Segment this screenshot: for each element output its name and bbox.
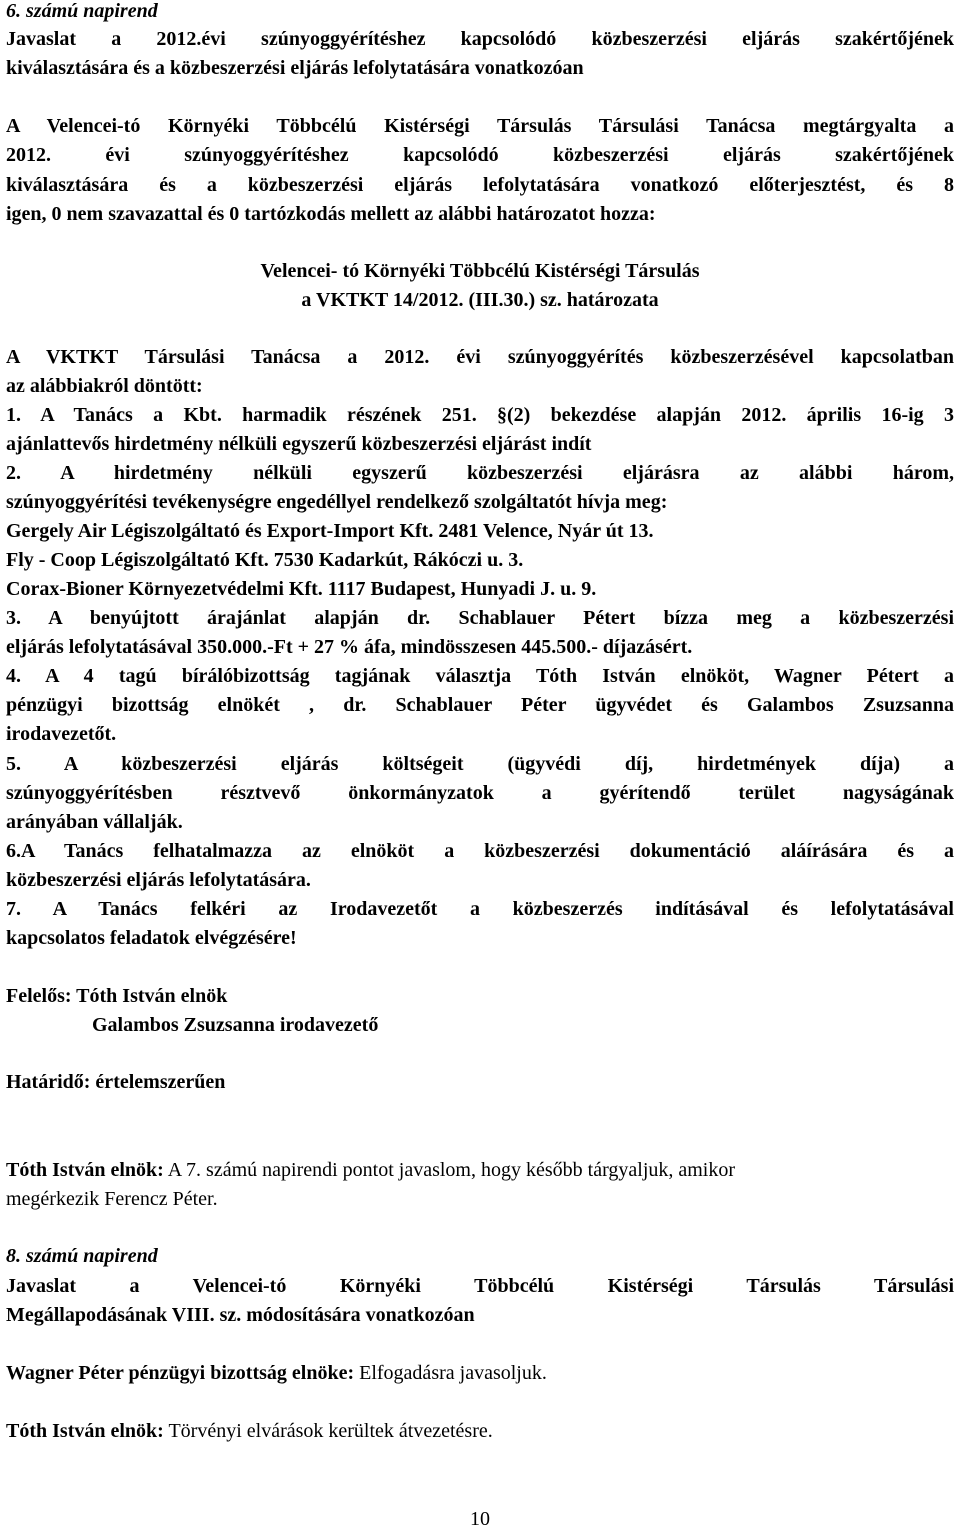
resolution-identifier: a VKTKT 14/2012. (III.30.) sz. határozata	[301, 289, 659, 311]
agenda-item-6-title-line1: Javaslat a 2012.évi szúnyoggyérítéshez kapcsolódó közbeszerzési eljárás szakértőjének	[6, 28, 954, 50]
point-1-line1: 1. A Tanács a Kbt. harmadik részének 251. §(2) bekezdése alapján 2012. április 16-ig 3	[6, 404, 954, 426]
chair-remark-line2: megérkezik Ferencz Péter.	[6, 1188, 218, 1210]
point-2-line2: szúnyoggyérítési tevékenységre engedéllyel rendelkező szolgáltatót hívja meg:	[6, 491, 668, 513]
deadline: Határidő: értelemszerűen	[6, 1071, 226, 1093]
point-4-line1: 4. A 4 tagú bírálóbizottság tagjának választja Tóth István elnököt, Wagner Pétert a	[6, 665, 954, 687]
responsible-line2: Galambos Zsuzsanna irodavezető	[92, 1014, 379, 1036]
resolution-organization: Velencei- tó Környéki Többcélú Kistérségi Társulás	[260, 260, 700, 282]
page-number: 10	[470, 1508, 490, 1530]
provider-3: Corax-Bioner Környezetvédelmi Kft. 1117 Budapest, Hunyadi J. u. 9.	[6, 578, 597, 600]
chair-remark-line1	[6, 1157, 735, 1183]
agenda-item-6-title-line2: kiválasztására és a közbeszerzési eljárás lefolytatására vonatkozóan	[6, 57, 584, 79]
point-7-line1: 7. A Tanács felkéri az Irodavezetőt a közbeszerzés indításával és lefolytatásával	[6, 898, 954, 920]
chair-remark-text: A 7. számú napirendi pontot javaslom, hogy később tárgyaljuk, amikor	[163, 1159, 736, 1181]
point-2-line1: 2. A hirdetmény nélküli egyszerű közbeszerzési eljárásra az alábbi három,	[6, 462, 954, 484]
provider-1: Gergely Air Légiszolgáltató és Export-Import Kft. 2481 Velence, Nyár út 13.	[6, 520, 654, 542]
intro-line3: kiválasztására és a közbeszerzési eljárás lefolytatására vonatkozó előterjesztést, és 8	[6, 174, 954, 196]
point-6-line2: közbeszerzési eljárás lefolytatására.	[6, 869, 311, 891]
finance-chair-text: Elfogadásra javasoljuk.	[354, 1362, 547, 1384]
intro-line2: 2012. évi szúnyoggyérítéshez kapcsolódó közbeszerzési eljárás szakértőjének	[6, 144, 954, 166]
point-6-line1: 6.A Tanács felhatalmazza az elnököt a közbeszerzési dokumentáció aláírására és a	[6, 840, 954, 862]
point-3-line2: eljárás lefolytatásával 350.000.-Ft + 27 % áfa, mindösszesen 445.500.- díjazásért.	[6, 636, 693, 658]
point-5-line1: 5. A közbeszerzési eljárás költségeit (ügyvédi díj, hirdetmények díja) a	[6, 753, 954, 775]
point-7-line2: kapcsolatos feladatok elvégzésére!	[6, 927, 297, 949]
chair-remark-speaker: Tóth István elnök:	[6, 1159, 164, 1181]
agenda-item-8-title-line2: Megállapodásának VIII. sz. módosítására vonatkozóan	[6, 1304, 475, 1326]
point-3-line1: 3. A benyújtott árajánlat alapján dr. Schablauer Pétert bízza meg a közbeszerzési	[6, 607, 954, 629]
agenda-item-6-heading: 6. számú napirend	[6, 0, 158, 22]
provider-2: Fly - Coop Légiszolgáltató Kft. 7530 Kadarkút, Rákóczi u. 3.	[6, 549, 524, 571]
point-5-line3: arányában vállalják.	[6, 811, 183, 833]
chair-remark-2	[6, 1418, 493, 1444]
finance-chair-remark	[6, 1360, 547, 1386]
agenda-item-8-title-line1: Javaslat a Velencei-tó Környéki Többcélú Kistérségi Társulás Társulási	[6, 1275, 954, 1297]
point-4-line3: irodavezetőt.	[6, 723, 117, 745]
chair-remark-2-text: Törvényi elvárások kerültek átvezetésre.	[163, 1420, 493, 1442]
point-5-line2: szúnyoggyérítésben résztvevő önkormányzatok a gyérítendő terület nagyságának	[6, 782, 954, 804]
intro-line4: igen, 0 nem szavazattal és 0 tartózkodás mellett az alábbi határozatot hozza:	[6, 203, 656, 225]
responsible-line1: Felelős: Tóth István elnök	[6, 985, 228, 1007]
finance-chair-speaker: Wagner Péter pénzügyi bizottság elnöke:	[6, 1362, 355, 1384]
agenda-item-8-heading: 8. számú napirend	[6, 1245, 158, 1267]
intro-line1: A Velencei-tó Környéki Többcélú Kistérségi Társulás Társulási Tanácsa megtárgyalta a	[6, 115, 954, 137]
point-1-line2: ajánlattevős hirdetmény nélküli egyszerű közbeszerzési eljárást indít	[6, 433, 592, 455]
point-4-line2: pénzügyi bizottság elnökét , dr. Schablauer Péter ügyvédet és Galambos Zsuzsanna	[6, 694, 954, 716]
chair-remark-2-speaker: Tóth István elnök:	[6, 1420, 164, 1442]
decision-intro-line2: az alábbiakról döntött:	[6, 375, 203, 397]
decision-intro-line1: A VKTKT Társulási Tanácsa a 2012. évi szúnyoggyérítés közbeszerzésével kapcsolatban	[6, 346, 954, 368]
